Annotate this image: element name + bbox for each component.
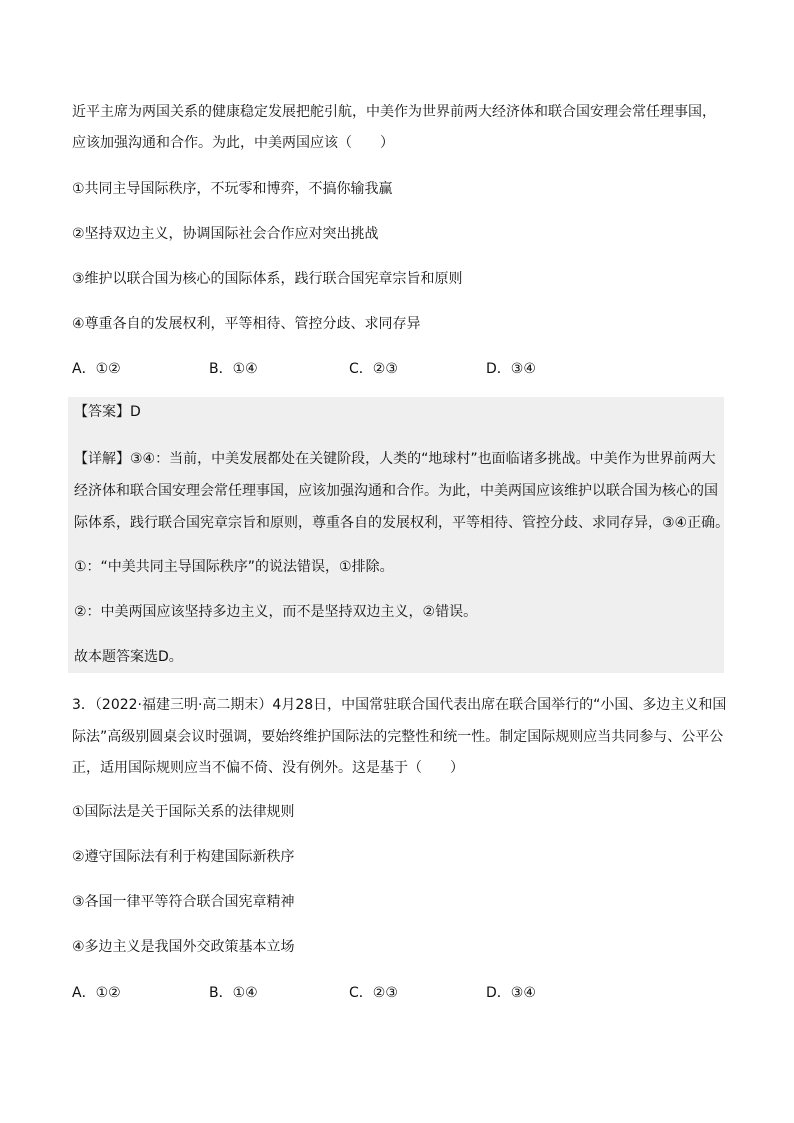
q3-statement-4: ④多边主义是我国外交政策基本立场 xyxy=(72,939,295,955)
q3-option-b[interactable]: B．①④ xyxy=(209,985,258,1001)
q2-stem-line-1: 近平主席为两国关系的健康稳定发展把舵引航，中美作为世界前两大经济体和联合国安理会常任理事国， xyxy=(72,104,716,120)
detail-line-3: 际体系，践行联合国宪章宗旨和原则，尊重各自的发展权利，平等相待、管控分歧、求同存异，③④正确。 xyxy=(74,515,730,531)
answer-conclusion: 故本题答案选D。 xyxy=(74,649,183,665)
q3-stem-line-3: 正，适用国际规则应当不偏不倚、没有例外。这是基于（ ） xyxy=(72,760,464,776)
q3-statement-1: ①国际法是关于国际关系的法律规则 xyxy=(72,804,295,820)
q3-option-c[interactable]: C．②③ xyxy=(349,985,398,1001)
q3-option-d[interactable]: D．③④ xyxy=(486,985,536,1001)
q2-statement-1: ①共同主导国际秩序，不玩零和博弈，不搞你输我赢 xyxy=(72,181,393,197)
detail-line-2: 经济体和联合国安理会常任理事国，应该加强沟通和合作。为此，中美两国应该维护以联合国为核心的国 xyxy=(74,483,718,499)
detail-note-1: ①：“中美共同主导国际秩序”的说法错误，①排除。 xyxy=(74,559,394,575)
q3-stem-line-1: 3．（2022·福建三明·高二期末）4月28日，中国常驻联合国代表出席在联合国举行的“小国、多边主义和国 xyxy=(72,697,727,713)
detail-line-1: 【详解】③④：当前，中美发展都处在关键阶段，人类的“地球村”也面临诸多挑战。中美作为世界前两大 xyxy=(74,451,716,467)
q2-option-a[interactable]: A．①② xyxy=(72,361,121,377)
q3-stem-line-2: 际法”高级别圆桌会议时强调，要始终维护国际法的完整性和统一性。制定国际规则应当共同参与、公平公 xyxy=(72,729,724,745)
q2-statement-3: ③维护以联合国为核心的国际体系，践行联合国宪章宗旨和原则 xyxy=(72,271,463,287)
q2-option-b[interactable]: B．①④ xyxy=(209,361,258,377)
q2-statement-4: ④尊重各自的发展权利，平等相待、管控分歧、求同存异 xyxy=(72,316,421,332)
q2-stem-line-2: 应该加强沟通和合作。为此，中美两国应该（ ） xyxy=(72,135,394,151)
answer-explanation-box xyxy=(68,397,730,673)
q3-statement-3: ③各国一律平等符合联合国宪章精神 xyxy=(72,894,295,910)
q3-options xyxy=(72,983,722,1003)
answer-label: 【答案】D xyxy=(74,404,141,420)
q2-option-c[interactable]: C．②③ xyxy=(349,361,398,377)
q3-statement-2: ②遵守国际法有利于构建国际新秩序 xyxy=(72,849,295,865)
detail-note-2: ②：中美两国应该坚持多边主义，而不是坚持双边主义，②错误。 xyxy=(74,604,478,620)
q2-options xyxy=(72,359,722,379)
q3-option-a[interactable]: A．①② xyxy=(72,985,121,1001)
q2-option-d[interactable]: D．③④ xyxy=(486,361,536,377)
q2-statement-2: ②坚持双边主义，协调国际社会合作应对突出挑战 xyxy=(72,226,379,242)
